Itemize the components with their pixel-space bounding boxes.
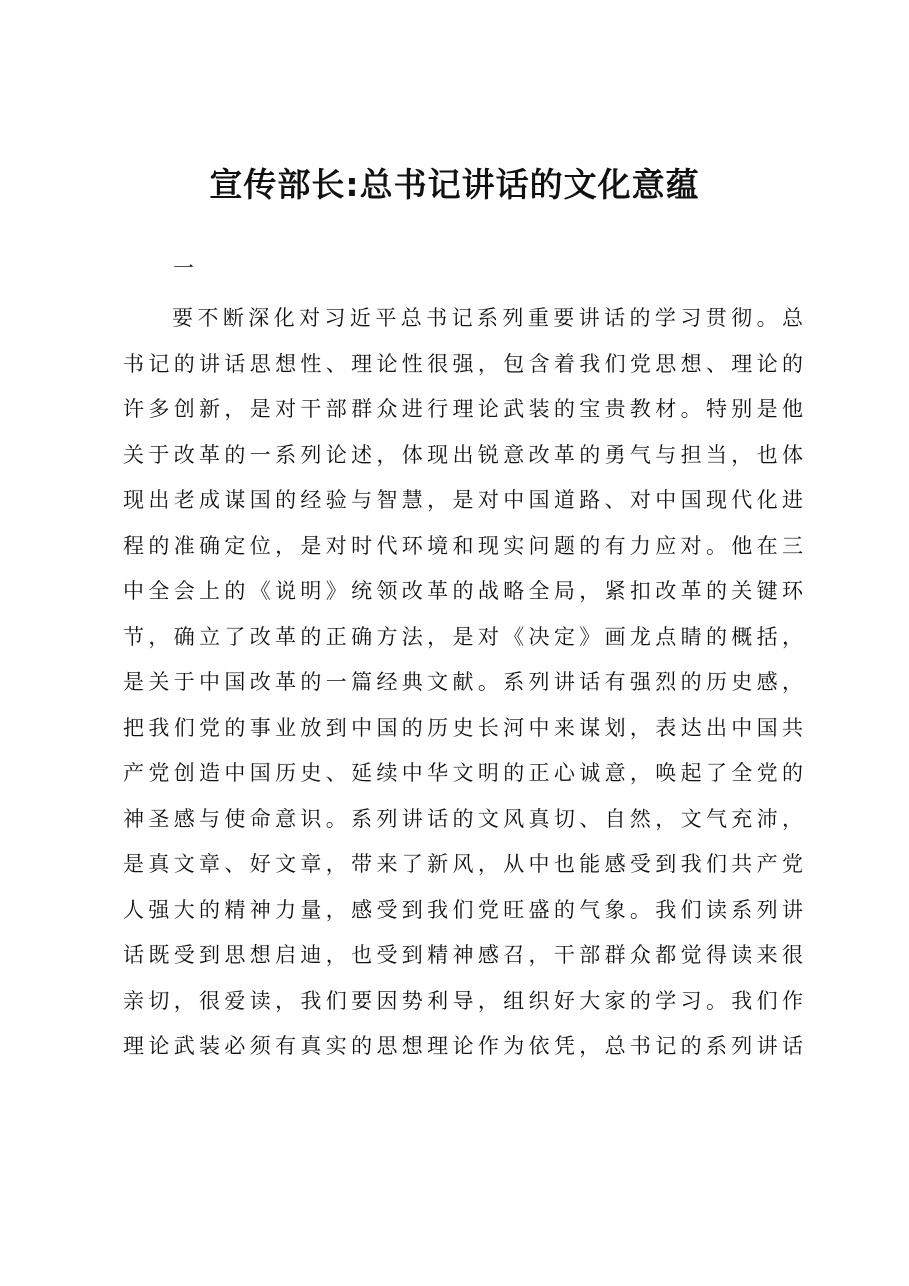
document-title: 宣传部长:总书记讲话的文化意蕴: [209, 165, 700, 204]
paragraph-line: 亲切，很爱读，我们要因势利导，组织好大家的学习。我们作: [123, 988, 803, 1013]
paragraph-line: 现出老成谋国的经验与智慧，是对中国道路、对中国现代化进: [123, 488, 803, 512]
paragraph-line: 理论武装必须有真实的思想理论作为依凭，总书记的系列讲话: [123, 1034, 803, 1058]
paragraph-line: 关于改革的一系列论述，体现出锐意改革的勇气与担当，也体: [123, 442, 803, 467]
paragraph-line: 节，确立了改革的正确方法，是对《决定》画龙点睛的概括，: [123, 624, 803, 649]
paragraph-line: 把我们党的事业放到中国的历史长河中来谋划，表达出中国共: [123, 715, 803, 740]
paragraph-line: 是真文章、好文章，带来了新风，从中也能感受到我们共产党: [123, 852, 803, 876]
paragraph-line: 人强大的精神力量，感受到我们党旺盛的气象。我们读系列讲: [123, 897, 803, 922]
paragraph-line: 许多创新，是对干部群众进行理论武装的宝贵教材。特别是他: [123, 397, 803, 421]
body-paragraph: [123, 296, 803, 1070]
section-number: 一: [173, 256, 194, 280]
paragraph-line: 程的准确定位，是对时代环境和现实问题的有力应对。他在三: [123, 533, 803, 558]
paragraph-line: 中全会上的《说明》统领改革的战略全局，紧扣改革的关键环: [123, 579, 803, 603]
paragraph-line: 要不断深化对习近平总书记系列重要讲话的学习贯彻。总: [172, 306, 803, 330]
paragraph-line: 产党创造中国历史、延续中华文明的正心诚意，唤起了全党的: [123, 761, 803, 785]
paragraph-line: 书记的讲话思想性、理论性很强，包含着我们党思想、理论的: [123, 351, 803, 376]
paragraph-line: 话既受到思想启迪，也受到精神感召，干部群众都觉得读来很: [123, 943, 803, 967]
paragraph-line: 是关于中国改革的一篇经典文献。系列讲话有强烈的历史感，: [123, 670, 803, 694]
paragraph-line: 神圣感与使命意识。系列讲话的文风真切、自然，文气充沛，: [123, 806, 803, 831]
